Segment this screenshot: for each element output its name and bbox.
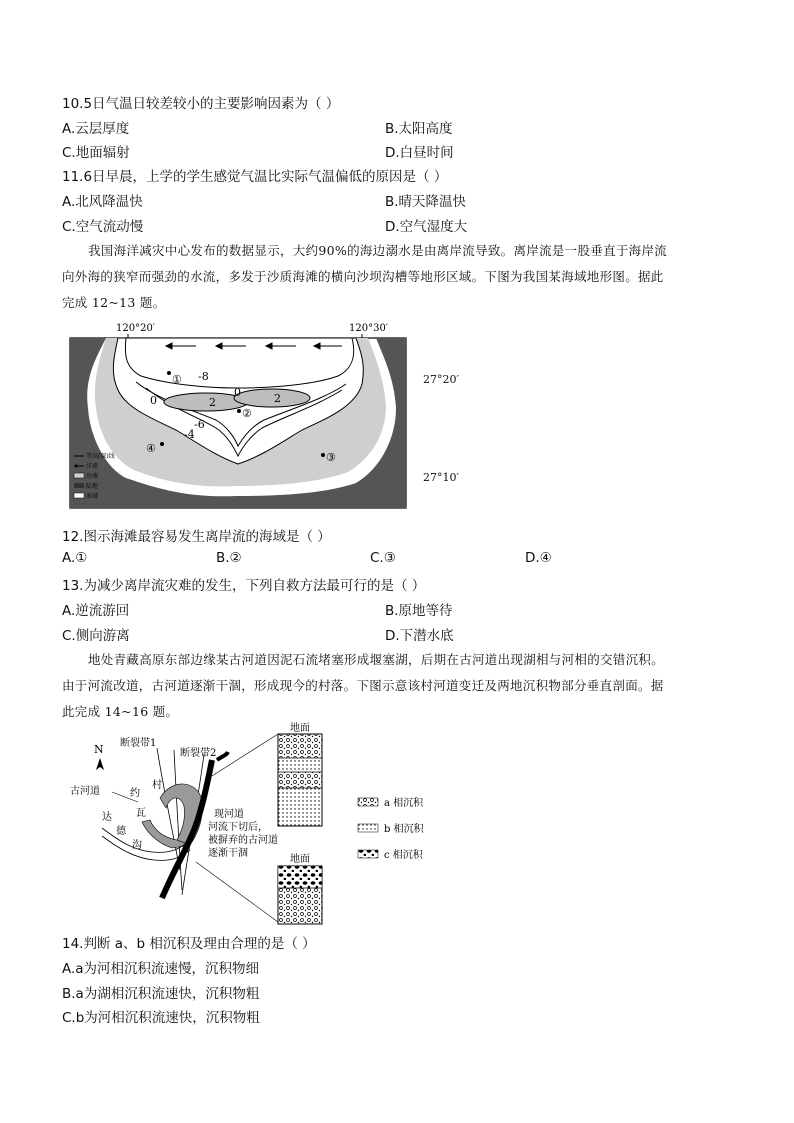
ground-label-1: 地面 [290,723,310,734]
legend-c-label: c 相沉积 [384,850,423,861]
place-char-3: 德 [116,826,126,837]
coastal-map [66,318,459,513]
new-river-line-2: 河流下切后， [208,822,268,833]
q12-option-d: D.④ [525,550,552,566]
fault-2-label: 断裂带2 [180,748,217,759]
q12-option-b: B.② [216,550,242,566]
legend-current: 洋流 [86,463,99,470]
contour-label-minus6: -6 [194,418,205,431]
old-river-label: 古河道 [70,786,100,797]
lat-bottom-label: 27°10′ [423,471,459,484]
q13-option-c: C.侧向游离 [62,628,130,644]
point-3-label: ③ [326,451,336,464]
q12-stem: 12.图示海滩最容易发生离岸流的海域是（ ） [62,529,331,545]
passage-2-line-2: 由于河流改道，古河道逐渐干涸，形成现今的村落。下图示意该村河道变迁及两地沉积物部分垂直剖面。据 [62,678,664,693]
q13-option-a: A.逆流游回 [62,603,130,619]
village-char-2: 村 [152,780,162,791]
point-2-label: ② [242,407,252,420]
legend-contour: 等高(深)线 [86,453,115,460]
q12-option-a: A.① [62,550,88,566]
legend-b-label: b 相沉积 [384,824,424,835]
legend-a-label: a 相沉积 [384,798,424,809]
contour-label-minus8: -8 [198,370,209,383]
q13-stem: 13.为减少离岸流灾难的发生，下列自救方法最可行的是（ ） [62,578,426,594]
q10-option-c: C.地面辐射 [62,145,130,161]
passage-1-line-1: 我国海洋减灾中心发布的数据显示，大约90%的海边溺水是由离岸流导致。离岸流是一股垂直于海岸流 [88,243,668,258]
q10-option-a: A.云层厚度 [62,121,130,137]
passage-1-line-3: 完成 12~13 题。 [62,295,166,310]
new-river-line-4: 逐渐干涸 [208,848,248,859]
ground-label-2: 地面 [290,854,310,865]
q12-option-c: C.③ [370,550,396,566]
q11-option-a: A.北风降温快 [62,194,143,210]
q10-option-d: D.白昼时间 [385,145,454,161]
fault-1-label: 断裂带1 [120,738,157,749]
q14-stem: 14.判断 a、b 相沉积及理由合理的是（ ） [62,936,316,952]
lat-top-label: 27°20′ [423,373,459,386]
q11-option-d: D.空气湿度大 [385,219,468,235]
lon-left-label: 120°20′ [116,323,156,334]
q11-stem: 11.6日早晨，上学的学生感觉气温比实际气温偏低的原因是（ ） [62,169,448,185]
contour-label-minus4: -4 [184,428,195,441]
legend-land: 陆地 [86,483,99,490]
contour-label-0a: 0 [234,386,241,399]
river-diagram [62,720,462,928]
point-1-label: ① [172,373,182,386]
north-arrow-icon [96,758,104,770]
passage-1 [62,238,734,316]
north-label: N [94,743,104,756]
place-char-1: 达 [102,812,112,823]
q13-option-b: B.原地等待 [385,603,453,619]
legend-sand: 沙滩 [86,473,99,480]
q11-option-b: B.晴天降温快 [385,194,467,210]
place-char-4: 沟 [132,840,142,851]
contour-label-0b: 0 [150,394,157,407]
q10-option-b: B.太阳高度 [385,121,453,137]
legend-sea: 海域 [86,493,99,500]
q10-stem: 10.5日气温日较差较小的主要影响因素为（ ） [62,96,340,112]
q11-option-c: C.空气流动慢 [62,219,144,235]
passage-2 [62,647,734,725]
lon-right-label: 120°30′ [349,323,389,334]
contour-label-2b: 2 [274,392,281,405]
passage-1-line-2: 向外海的狭窄而强劲的水流，多发于沙质海滩的横向沙坝沟槽等地形区域。下图为我国某海域地形图。据此 [62,269,664,284]
new-river-line-3: 被摒弃的古河道 [208,835,278,846]
q14-option-b: B.a为湖相沉积流速快，沉积物粗 [62,986,260,1002]
village-char-1: 约 [130,788,140,799]
passage-2-line-1: 地处青藏高原东部边缘某古河道因泥石流堵塞形成堰塞湖，后期在古河道出现湖相与河相的交错沉积。 [88,652,665,667]
place-char-2: 瓦 [136,808,146,819]
passage-2-line-3: 此完成 14~16 题。 [62,704,179,719]
q13-option-d: D.下潜水底 [385,628,454,644]
contour-label-2a: 2 [209,396,216,409]
q14-option-a: A.a为河相沉积流速慢，沉积物细 [62,961,260,977]
new-river-line-1: 现河道 [214,809,244,820]
point-4-label: ④ [146,442,156,455]
q14-option-c: C.b为河相沉积流速快，沉积物粗 [62,1010,260,1026]
